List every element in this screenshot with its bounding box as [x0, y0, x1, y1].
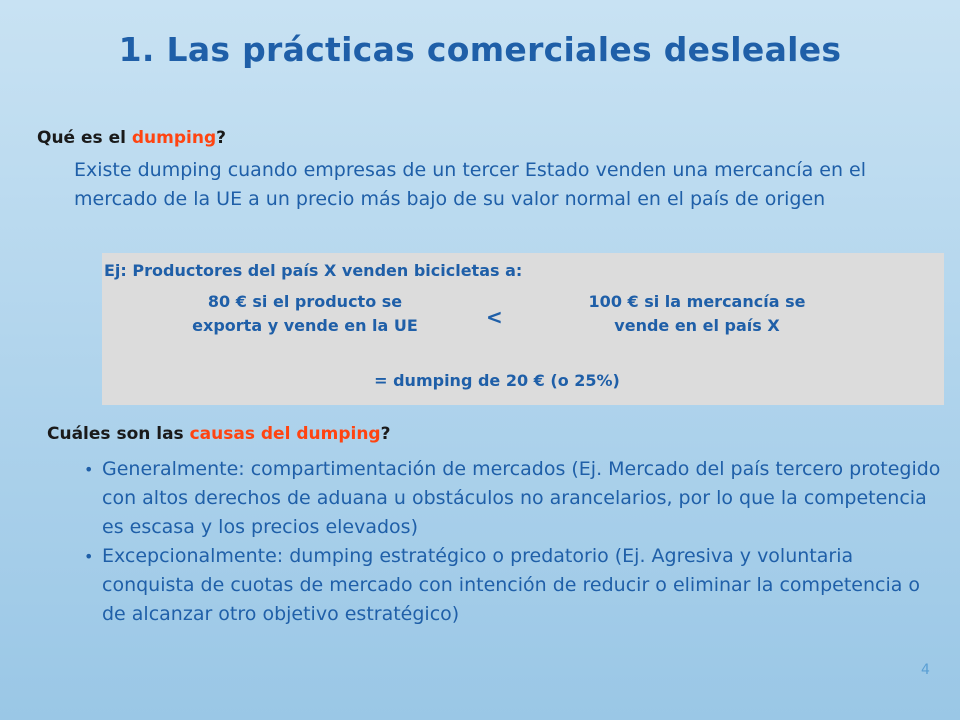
question-causes-of-dumping [47, 424, 390, 444]
example-export-price-line1: 80 € si el producto se [207, 292, 403, 311]
example-domestic-price-line1: 100 € si la mercancía se [588, 292, 806, 311]
less-than-operator: < [486, 305, 503, 329]
example-title: Ej: Productores del país X venden bicicletas a: [104, 261, 523, 280]
list-item [84, 542, 946, 629]
causes-list [84, 455, 946, 629]
example-domestic-price [532, 290, 862, 338]
list-item [84, 455, 946, 542]
example-box [102, 253, 944, 405]
question2-prefix: Cuáles son las [47, 424, 190, 444]
cause-text: Generalmente: compartimentación de mercados (Ej. Mercado del país tercero protegido con altos derechos de aduana u obstáculos no arancelarios, por lo que la competencia es escasa y los precios elevados) [102, 458, 941, 538]
question1-suffix: ? [216, 128, 226, 148]
example-domestic-price-line2: vende en el país X [614, 316, 780, 335]
question2-highlight: causas del dumping [189, 424, 381, 444]
question2-suffix: ? [380, 424, 391, 444]
question-what-is-dumping [37, 128, 226, 148]
example-result: = dumping de 20 € (o 25%) [374, 371, 620, 390]
example-export-price-line2: exporta y vende en la UE [192, 316, 418, 335]
slide-title: 1. Las prácticas comerciales desleales [118, 30, 842, 69]
question1-highlight: dumping [131, 128, 217, 148]
bullet-icon: • [84, 460, 94, 479]
dumping-definition: Existe dumping cuando empresas de un tercer Estado venden una mercancía en el mercado de la UE a un precio más bajo de su valor normal en el país de origen [74, 159, 867, 210]
cause-text: Excepcionalmente: dumping estratégico o predatorio (Ej. Agresiva y voluntaria conquista de cuotas de mercado con intención de reducir o eliminar la competencia o de alcanzar otro objetivo estratégico) [102, 545, 921, 625]
example-export-price [140, 290, 470, 338]
bullet-icon: • [84, 547, 94, 566]
question1-prefix: Qué es el [37, 128, 132, 148]
page-number: 4 [921, 662, 930, 678]
